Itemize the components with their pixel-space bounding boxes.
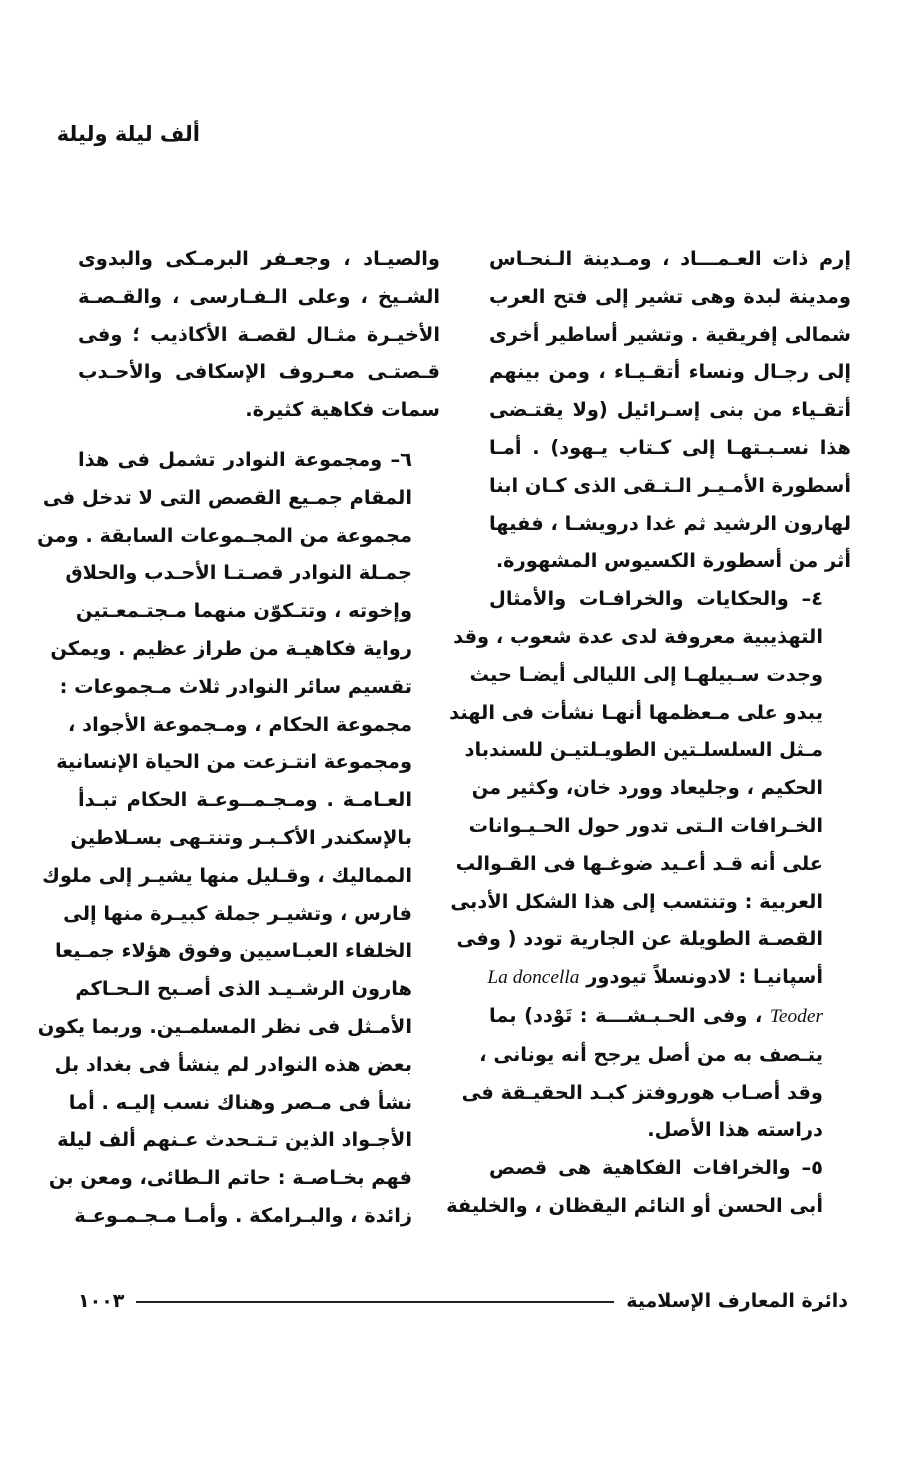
page-number: ١٠٠٣ (78, 1290, 125, 1312)
text-line: يبدو على مـعظمها أنهـا نشأت فى الهند (449, 700, 823, 724)
paragraph (37, 441, 440, 1235)
text-line: ٦– ومجموعة النوادر تشمل فى هذا (78, 447, 412, 471)
text-line: جمـلة النوادر قصـتـا الأحـدب والحلاق (65, 561, 412, 585)
text-line: نشأ فى مـصر وهناك نسب إليـه . أما (68, 1090, 412, 1114)
text-line: العـامـة . ومـجـمــوعـة الحكام تبـدأ (78, 788, 412, 812)
text-line: أثر من أسطورة الكسيوس المشهورة. (495, 549, 851, 573)
paragraph (489, 240, 851, 580)
text-line: أتقـياء من بنى إسـرائيل (ولا يقتـضى (489, 398, 851, 422)
text-line: مجموعة من المجـموعات السابقة . ومن (37, 523, 412, 547)
text-line: بعض هذه النوادر لم ينشأ فى بغداد بل (54, 1052, 412, 1076)
running-title: ألف ليلة وليلة (56, 122, 200, 146)
text-line: ومدينة لبدة وهى تشير إلى فتح العرب (489, 284, 851, 308)
text-line: تقسيم سائر النوادر ثلاث مـجموعات : (59, 674, 412, 698)
text-line: فهم بخـاصـة : حاتم الـطائى، ومعن بن (48, 1166, 412, 1190)
text-line: المقام جمـيع القصص التى لا تدخل فى (42, 485, 412, 509)
text-line: الشـيخ ، وعلى الـفـارسى ، والقـصـة (78, 284, 440, 308)
text-line: وإخوته ، وتتـكوّن منهما مـجتـمعـتين (75, 599, 412, 623)
text-line: المماليك ، وقـليل منها يشيـر إلى ملوك (42, 863, 412, 887)
text-line (489, 997, 851, 1036)
text-line: دراسته هذا الأصل. (647, 1118, 823, 1142)
text-line: قـصتـى معـروف الإسكافى والأحـدب (78, 360, 440, 384)
text-line: الخـرافات الـتى تدور حول الحـيـوانات (468, 813, 823, 837)
text-line: ٥– والخرافات الفكاهية هى قصص (489, 1156, 823, 1180)
text-line: والصيـاد ، وجعـفر البرمـكى والبدوى (78, 247, 440, 270)
text-line: الأخيـرة مثـال لقصـة الأكاذيب ؛ وفى (78, 322, 440, 346)
text-line: الأمـثل فى نظر المسلمـين. وربما يكون (37, 1014, 412, 1038)
text-line: بالإسكندر الأكـبـر وتنتـهى بسـلاطين (70, 825, 412, 849)
text-line: ٤– والحكايات والخرافـات والأمثال (489, 587, 823, 611)
text-line: العربية : وتنتسب إلى هذا الشكل الأدبى (450, 889, 823, 913)
text-line: هارون الرشـيـد الذى أصـبح الـحـاكم (75, 977, 412, 1001)
text-line: ومجموعة انتـزعت من الحياة الإنسانية (56, 750, 412, 774)
publication-title: دائرة المعارف الإسلامية (626, 1290, 848, 1312)
text-line: رواية فكاهيـة من طراز عظيم . ويمكن (50, 636, 412, 660)
text-line: إرم ذات العـمـــاد ، ومـدينة الـنحـاس (489, 247, 851, 270)
right-column (446, 240, 851, 1225)
latin-title: La doncella (487, 967, 580, 989)
text-line: أبى الحسن أو النائم اليقظان ، والخليفة (446, 1193, 823, 1217)
text-line: مـثل السلسلـتين الطويـلتيـن للسندباد (464, 738, 823, 762)
text-line: زائدة ، والبـرامكة . وأمـا مـجـمـوعـة (74, 1203, 412, 1227)
text-line: وقد أصـاب هوروفتز كبـد الحقيـقة فى (461, 1080, 823, 1104)
text-line: الأجـواد الذين تـتـحدث عـنهم ألف ليلة (57, 1128, 412, 1152)
footer-rule (136, 1301, 614, 1303)
text-line: لهارون الرشيد ثم غدا درويشـا ، ففيها (489, 511, 851, 535)
text-line: القصـة الطويلة عن الجارية تودد ( وفى (456, 927, 823, 951)
text-line: شمالى إفريقية . وتشير أساطير أخرى (489, 322, 851, 346)
left-column (37, 240, 440, 1235)
text-line: سمات فكاهية كثيرة. (245, 398, 440, 422)
text-line: يتـصف به من أصل يرجح أنه يونانى ، (479, 1042, 823, 1066)
text-line: التهذيبية معروفة لدى عدة شعوب ، وقد (453, 624, 823, 648)
text-line: وجدت سـبيلهـا إلى الليالى أيضـا حيث (469, 662, 823, 686)
text-line: مجموعة الحكام ، ومـجموعة الأجواد ، (68, 712, 412, 736)
paragraph (449, 580, 851, 1149)
text-line: فارس ، وتشيـر جملة كبيـرة منها إلى (63, 901, 412, 925)
text-line: الحكيم ، وجليعاد وورد خان، وكثير من (471, 776, 823, 800)
text-fragment: أسپانيـا : لادونسلاً تيودور (586, 965, 823, 989)
paragraph (446, 1149, 851, 1225)
latin-title: Teoder (769, 1005, 823, 1027)
text-line: هذا نسـبـتهـا إلى كـتاب يـهود) . أمـا (489, 435, 851, 459)
page-footer (78, 1286, 848, 1316)
text-line (489, 958, 851, 997)
text-line: على أنه قـد أعـيد ضوغـها فى القـوالب (455, 851, 823, 875)
text-line: إلى رجـال ونساء أتقـيـاء ، ومن بينهم (489, 360, 851, 384)
text-line: أسطورة الأمـيـر الـتـقى الذى كـان ابنا (489, 473, 851, 497)
paragraph (78, 240, 440, 429)
text-line: الخلفاء العبـاسيين وفوق هؤلاء جمـيعا (55, 939, 412, 963)
text-fragment: ، وفى الحـبـشـــة : تَوْدد) بما (489, 1003, 763, 1027)
